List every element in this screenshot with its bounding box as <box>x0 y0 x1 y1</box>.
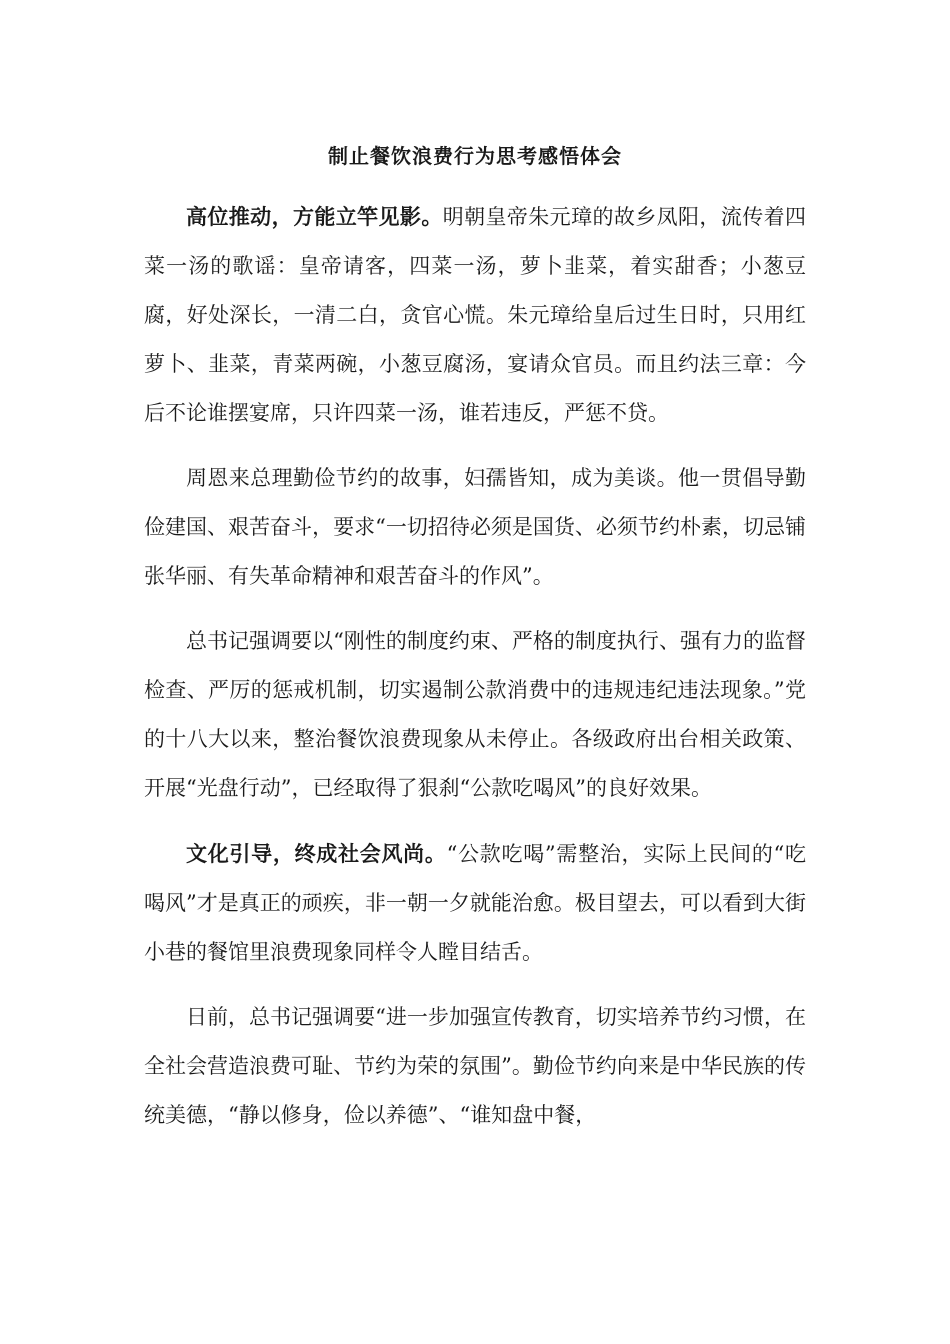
paragraph-1 <box>144 192 806 438</box>
paragraph-5 <box>144 993 806 1140</box>
paragraph-1-text: 明朝皇帝朱元璋的故乡凤阳，流传着四菜一汤的歌谣：皇帝请客，四菜一汤，萝卜韭菜，着实甜香；小葱豆腐，好处深长，一清二白，贪官心慌。朱元璋给皇后过生日时，只用红萝卜、韭菜，青菜两碗，小葱豆腐汤，宴请众官员。而且约法三章：今后不论谁摆宴席，只许四菜一汤，谁若违反，严惩不贷。 <box>144 205 807 425</box>
document-title: 制止餐饮浪费行为思考感悟体会 <box>328 144 622 168</box>
paragraph-3 <box>144 617 806 813</box>
paragraph-4-lead: 文化引导，终成社会风尚。 <box>186 841 447 866</box>
paragraph-4 <box>144 829 806 977</box>
paragraph-1-lead: 高位推动，方能立竿见影。 <box>186 204 443 229</box>
document-page <box>144 138 806 1156</box>
paragraph-2-text: 周恩来总理勤俭节约的故事，妇孺皆知，成为美谈。他一贯倡导勤俭建国、艰苦奋斗，要求“一切招待必须是国货、必须节约朴素，切忌铺张华丽、有失革命精神和艰苦奋斗的作风”。 <box>144 466 806 588</box>
paragraph-2 <box>144 454 806 601</box>
paragraph-5-text: 日前，总书记强调要“进一步加强宣传教育，切实培养节约习惯，在全社会营造浪费可耻、节约为荣的氛围”。勤俭节约向来是中华民族的传统美德，“静以修身，俭以养德”、“谁知盘中餐， <box>144 1005 806 1127</box>
paragraph-3-text: 总书记强调要以“刚性的制度约束、严格的制度执行、强有力的监督检查、严厉的惩戒机制，切实遏制公款消费中的违规违纪违法现象。”党的十八大以来，整治餐饮浪费现象从未停止。各级政府出台相关政策、开展“光盘行动”，已经取得了狠刹“公款吃喝风”的良好效果。 <box>144 629 806 800</box>
paragraph-4-text: “公款吃喝”需整治，实际上民间的“吃喝风”才是真正的顽疾，非一朝一夕就能治愈。极目望去，可以看到大街小巷的餐馆里浪费现象同样令人瞠目结舌。 <box>144 842 806 964</box>
